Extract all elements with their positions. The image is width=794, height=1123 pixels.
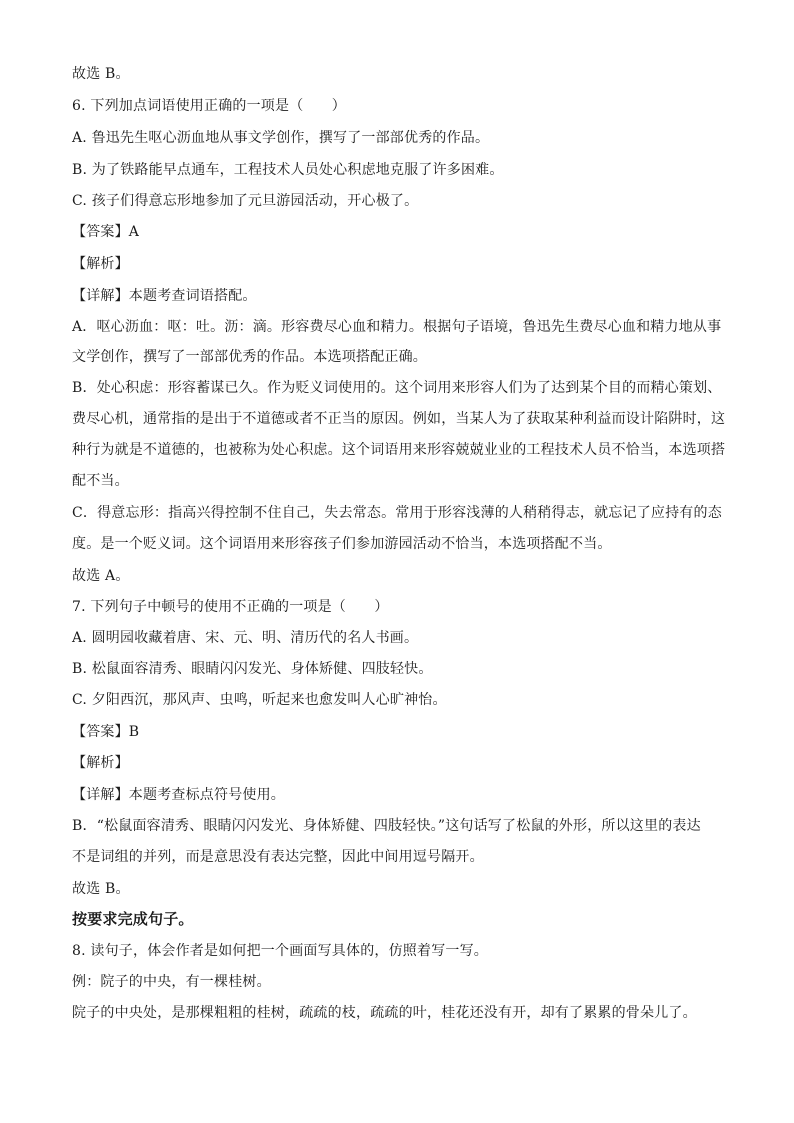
detail-label: 【详解】本题考查词语搭配。 <box>72 288 257 304</box>
explanation-line: 文学创作，撰写了一部部优秀的作品。本选项搭配正确。 <box>72 349 427 365</box>
section-heading: 按要求完成句子。 <box>72 910 194 928</box>
explanation-line: B．处心积虑：形容蓄谋已久。作为贬义词使用的。这个词用来形容人们为了达到某个目的而精心策划、 <box>72 380 722 396</box>
explanation-line: B．“松鼠面容清秀、眼睛闪闪发光、身体矫健、四肢轻快。”这句话写了松鼠的外形，所以这里的表达 <box>72 818 701 834</box>
question-8-title: 8. 读句子，体会作者是如何把一个画面写具体的，仿照着写一写。 <box>72 943 489 959</box>
analysis-label: 【解析】 <box>72 755 129 771</box>
answer-choice-line: 故选 B。 <box>72 66 130 82</box>
option-b: B. 为了铁路能早点通车，工程技术人员处心积虑地克服了许多困难。 <box>72 162 504 178</box>
explanation-line: A．呕心沥血：呕：吐。沥：滴。形容费尽心血和精力。根据句子语境，鲁迅先生费尽心血和精力地从事 <box>72 319 722 335</box>
explanation-line: C．得意忘形：指高兴得控制不住自己，失去常态。常用于形容浅薄的人稍稍得志，就忘记了应持有的态 <box>72 505 722 521</box>
explanation-line: 费尽心机，通常指的是出于不道德或者不正当的原因。例如，当某人为了获取某种利益而设计陷阱时，这 <box>72 411 726 427</box>
example-sentence: 例：院子的中央，有一棵桂树。 <box>72 974 271 990</box>
question-6-title: 6. 下列加点词语使用正确的一项是（ ） <box>72 98 347 114</box>
option-a: A. 鲁迅先生呕心沥血地从事文学创作，撰写了一部部优秀的作品。 <box>72 130 490 146</box>
option-b: B. 松鼠面容清秀、眼睛闪闪发光、身体矫健、四肢轻快。 <box>72 661 433 677</box>
question-7-title: 7. 下列句子中顿号的使用不正确的一项是（ ） <box>72 599 389 615</box>
answer-label: 【答案】B <box>72 724 140 740</box>
explanation-line: 度。是一个贬义词。这个词语用来形容孩子们参加游园活动不恰当，本选项搭配不当。 <box>72 536 612 552</box>
answer-label: 【答案】A <box>72 224 140 240</box>
option-c: C. 孩子们得意忘形地参加了元旦游园活动，开心极了。 <box>72 193 419 209</box>
option-a: A. 圆明园收藏着唐、宋、元、明、清历代的名人书画。 <box>72 630 419 646</box>
answer-choice-line: 故选 B。 <box>72 881 130 897</box>
answer-choice-line: 故选 A。 <box>72 568 130 584</box>
explanation-line: 不是词组的并列，而是意思没有表达完整，因此中间用逗号隔开。 <box>72 849 484 865</box>
detail-label: 【详解】本题考查标点符号使用。 <box>72 787 285 803</box>
explanation-line: 种行为就是不道德的，也被称为处心积虑。这个词语用来形容兢兢业业的工程技术人员不恰当，本选项搭 <box>72 442 726 458</box>
explanation-line: 配不当。 <box>72 473 129 489</box>
example-expanded: 院子的中央处，是那棵粗粗的桂树，疏疏的枝，疏疏的叶，桂花还没有开，却有了累累的骨朵儿了。 <box>72 1005 697 1021</box>
option-c: C. 夕阳西沉，那风声、虫鸣，听起来也愈发叫人心旷神怡。 <box>72 692 447 708</box>
analysis-label: 【解析】 <box>72 256 129 272</box>
